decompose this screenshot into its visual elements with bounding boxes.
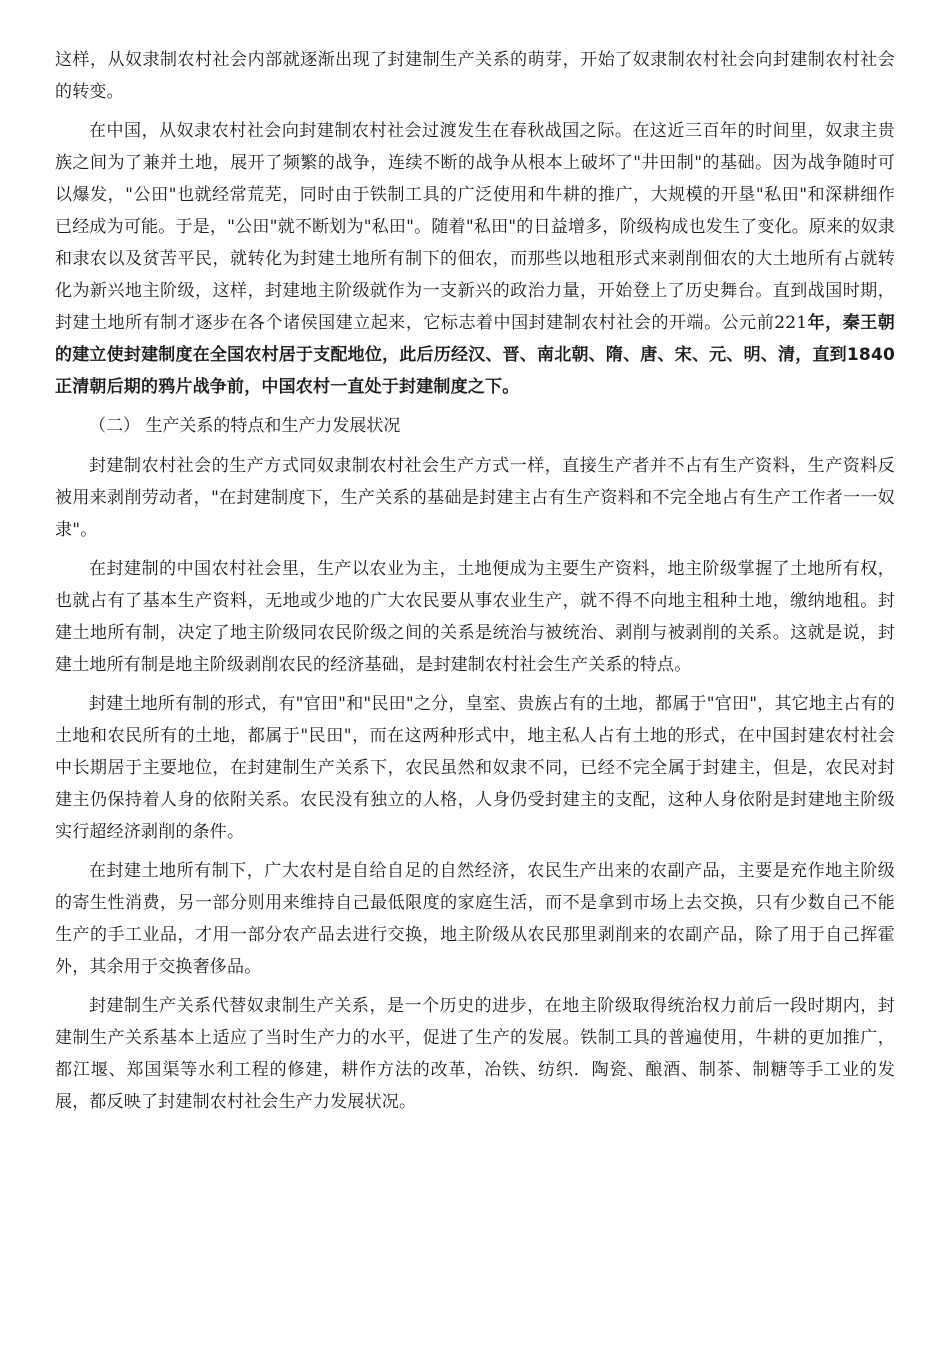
paragraph-production-mode: 封建制农村社会的生产方式同奴隶制农村社会生产方式一样，直接生产者并不占有生产资料，生产资料反被用来剥削劳动者，"在封建制度下，生产关系的基础是封建主占有生产资料和不完全地占有生产工作者一一奴隶"。 — [55, 456, 895, 540]
paragraph-natural-economy: 在封建土地所有制下，广大农村是自给自足的自然经济，农民生产出来的农副产品，主要是充作地主阶级的寄生性消费，另一部分则用来维持自己最低限度的家庭生活，而不是拿到市场上去交换，只有少数自己不能生产的手工业品，才用一部分农产品去进行交换，地主阶级从农民那里剥削来的农副产品，除了用于自己挥霍外，其余用于交换奢侈品。 — [55, 861, 895, 977]
section-heading: （二） 生产关系的特点和生产力发展状况 — [89, 416, 401, 436]
paragraph-china-transition-bold-text: 年，秦王朝的建立使封建制度在全国农村居于支配地位，此后历经汉、晋、南北朝、隋、唐、宋、元、明、清，直到1840正清朝后期的鸦片战争前，中国农村一直处于封建制度之下。 — [55, 313, 896, 397]
paragraph-productivity: 封建制生产关系代替奴隶制生产关系，是一个历史的进步，在地主阶级取得统治权力前后一段时期内，封建制生产关系基本上适应了当时生产力的水平，促进了生产的发展。铁制工具的普遍使用，牛耕的更加推广，都江堰、郑国渠等水利工程的修建，耕作方法的改革，冶铁、纺织．陶瓷、酿酒、制茶、制糖等手工业的发展，都反映了封建制农村社会生产力发展状况。 — [55, 996, 895, 1112]
paragraph-land-ownership: 在封建制的中国农村社会里，生产以农业为主，土地便成为主要生产资料，地主阶级掌握了土地所有权，也就占有了基本生产资料，无地或少地的广大农民要从事农业生产，就不得不向地主租种土地，缴纳地租。封建土地所有制，决定了地主阶级同农民阶级之间的关系是统治与被统治、剥削与被剥削的关系。这就是说，封建土地所有制是地主阶级剥削农民的经济基础，是封建制农村社会生产关系的特点。 — [55, 559, 895, 675]
paragraph-land-forms: 封建土地所有制的形式，有"官田"和"民田"之分，皇室、贵族占有的土地，都属于"官田"，其它地主占有的土地和农民所有的土地，都属于"民田"，而在这两种形式中，地主私人占有土地的形式，在中国封建农村社会中长期居于主要地位，在封建制生产关系下，农民虽然和奴隶不同，已经不完全属于封建主，但是，农民对封建主仍保持着人身的依附关系。农民没有独立的人格，人身仍受封建主的支配，这种人身依附是封建地主阶级实行超经济剥削的条件。 — [55, 694, 895, 842]
paragraph-transition: 这样，从奴隶制农村社会内部就逐渐出现了封建制生产关系的萌芽，开始了奴隶制农村社会向封建制农村社会的转变。 — [55, 50, 895, 102]
paragraph-china-transition-text: 在中国，从奴隶农村社会向封建制农村社会过渡发生在春秋战国之际。在这近三百年的时间里，奴隶主贵族之间为了兼并土地，展开了频繁的战争，连续不断的战争从根本上破坏了"井田制"的基础。因为战争随时可以爆发，"公田"也就经常荒芜，同时由于铁制工具的广泛使用和牛耕的推广，大规模的开垦"私田"和深耕细作已经成为可能。于是，"公田"就不断划为"私田"。随着"私田"的日益增多，阶级构成也发生了变化。原来的奴隶和隶农以及贫苦平民，就转化为封建土地所有制下的佃农，而那些以地租形式来剥削佃农的大土地所有占就转化为新兴地主阶级，这样，封建地主阶级就作为一支新兴的政治力量，开始登上了历史舞台。直到战国时期，封建土地所有制才逐步在各个诸侯国建立起来，它标志着中国封建制农村社会的开端。公元前221 — [55, 121, 895, 333]
document-page — [55, 44, 895, 1125]
paragraph-china-transition — [55, 115, 895, 403]
